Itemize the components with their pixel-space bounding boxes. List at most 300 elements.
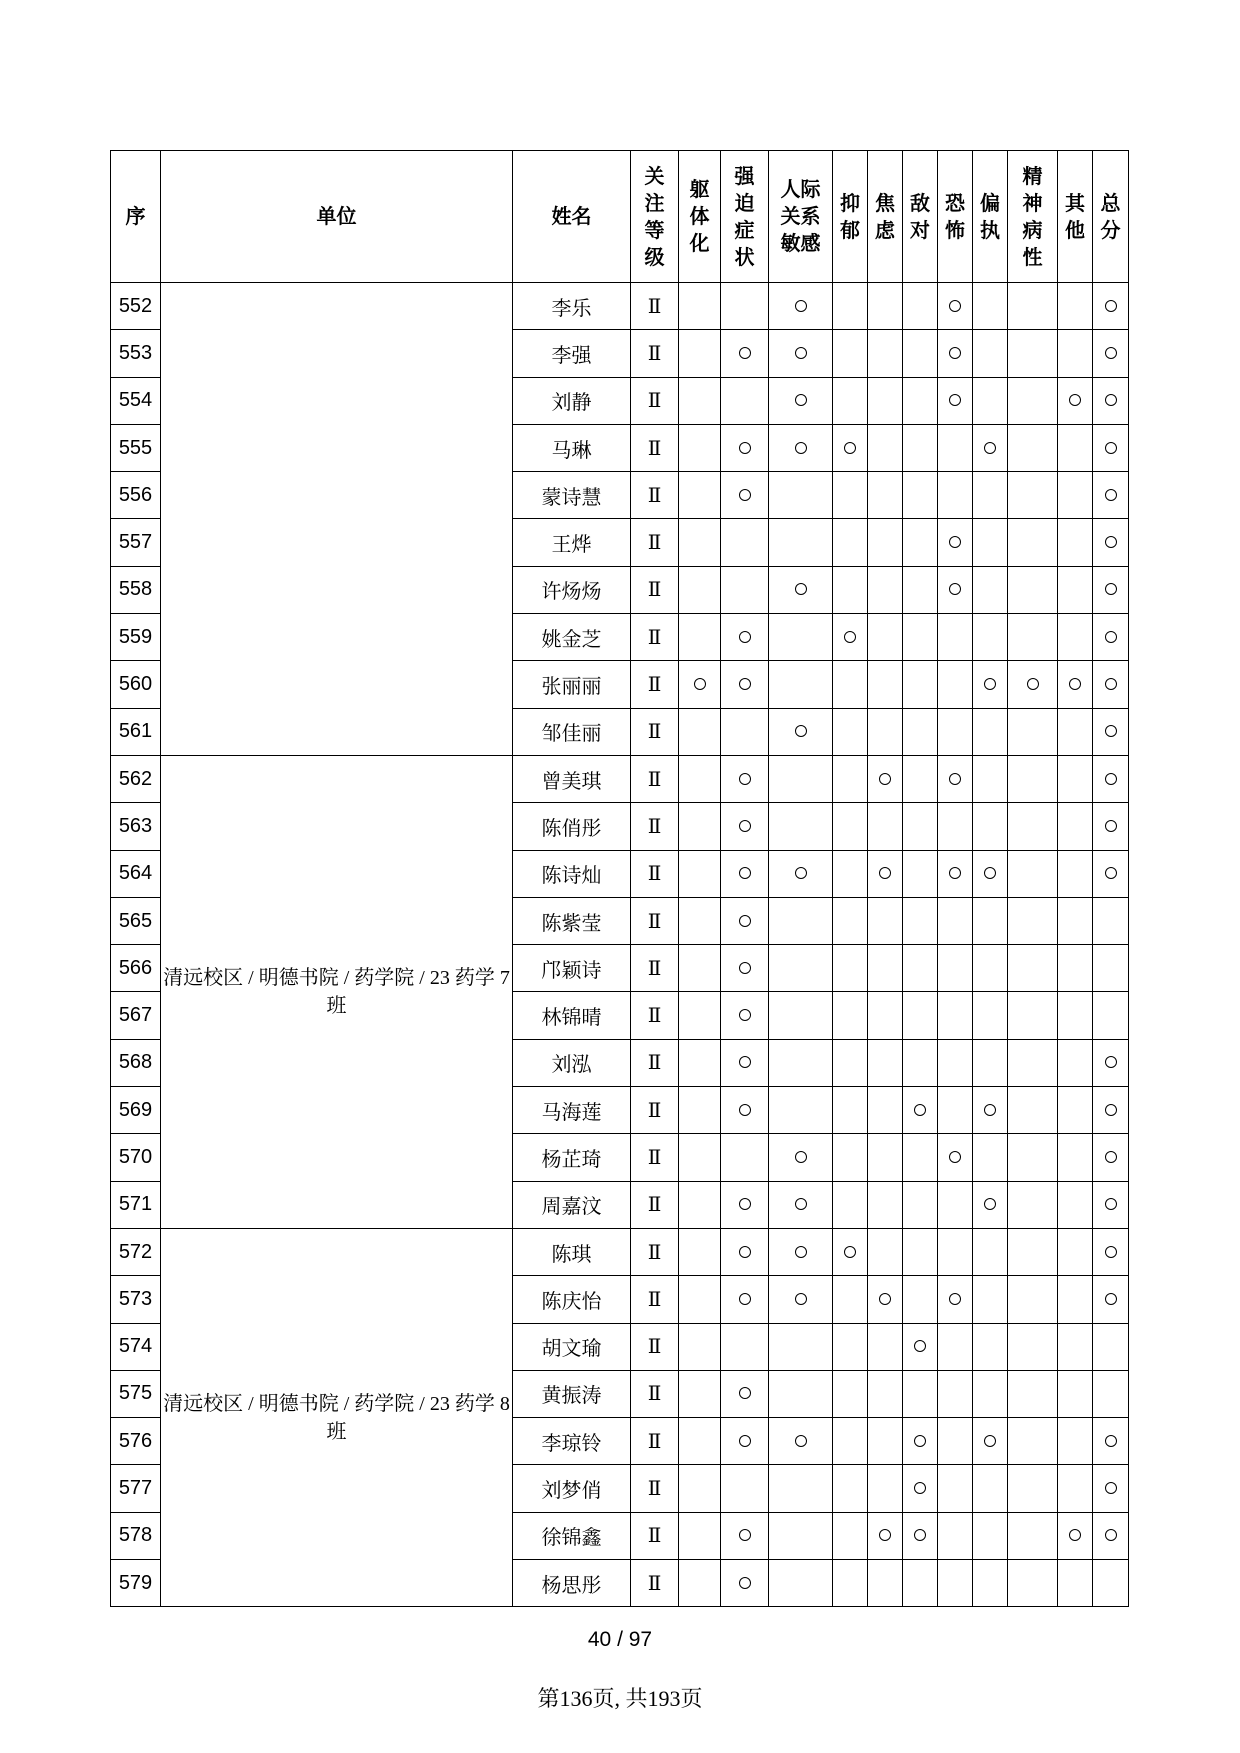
- circle-mark-icon: [739, 820, 751, 832]
- row-seq: 561: [111, 708, 161, 755]
- cell-anxiety: [868, 1039, 903, 1086]
- cell-phobic: [938, 661, 973, 708]
- row-name: 胡文瑜: [513, 1323, 631, 1370]
- circle-mark-icon: [914, 1104, 926, 1116]
- circle-mark-icon: [739, 631, 751, 643]
- cell-depression: [833, 1560, 868, 1607]
- row-name: 邹佳丽: [513, 708, 631, 755]
- cell-paranoid: [973, 755, 1008, 802]
- page-number: 40 / 97: [587, 1628, 653, 1651]
- cell-total: [1093, 377, 1129, 424]
- row-name: 徐锦鑫: [513, 1512, 631, 1559]
- row-level: Ⅱ: [631, 1181, 679, 1228]
- cell-psychoticism: [1008, 472, 1058, 519]
- cell-other: [1058, 1228, 1093, 1275]
- cell-phobic: [938, 330, 973, 377]
- table-body: [111, 283, 1129, 1607]
- cell-anxiety: [868, 1087, 903, 1134]
- circle-mark-icon: [949, 583, 961, 595]
- cell-psychoticism: [1008, 614, 1058, 661]
- cell-hostility: [903, 283, 938, 330]
- cell-hostility: [903, 1181, 938, 1228]
- row-name: 李乐: [513, 283, 631, 330]
- header-anxiety: 焦虑: [868, 151, 903, 283]
- circle-mark-icon: [1105, 1529, 1117, 1541]
- circle-mark-icon: [984, 1104, 996, 1116]
- row-seq: 575: [111, 1370, 161, 1417]
- cell-interpersonal: [769, 755, 833, 802]
- cell-hostility: [903, 1039, 938, 1086]
- cell-interpersonal: [769, 519, 833, 566]
- cell-phobic: [938, 708, 973, 755]
- cell-anxiety: [868, 1370, 903, 1417]
- cell-phobic: [938, 1560, 973, 1607]
- circle-mark-icon: [949, 867, 961, 879]
- row-level: Ⅱ: [631, 755, 679, 802]
- row-name: 邝颖诗: [513, 945, 631, 992]
- circle-mark-icon: [949, 1151, 961, 1163]
- cell-depression: [833, 424, 868, 471]
- row-level: Ⅱ: [631, 614, 679, 661]
- cell-hostility: [903, 1276, 938, 1323]
- row-seq: 572: [111, 1228, 161, 1275]
- row-seq: 579: [111, 1560, 161, 1607]
- cell-somatization: [679, 1087, 721, 1134]
- circle-mark-icon: [1105, 347, 1117, 359]
- circle-mark-icon: [879, 1293, 891, 1305]
- cell-interpersonal: [769, 566, 833, 613]
- cell-hostility: [903, 1560, 938, 1607]
- cell-total: [1093, 566, 1129, 613]
- cell-other: [1058, 992, 1093, 1039]
- cell-interpersonal: [769, 1418, 833, 1465]
- cell-phobic: [938, 519, 973, 566]
- row-seq: 576: [111, 1418, 161, 1465]
- row-level: Ⅱ: [631, 1418, 679, 1465]
- cell-depression: [833, 992, 868, 1039]
- cell-depression: [833, 330, 868, 377]
- row-name: 黄振涛: [513, 1370, 631, 1417]
- row-level: Ⅱ: [631, 1323, 679, 1370]
- header-total: 总分: [1093, 151, 1129, 283]
- header-level: 关注等级: [631, 151, 679, 283]
- cell-interpersonal: [769, 1087, 833, 1134]
- cell-paranoid: [973, 1134, 1008, 1181]
- cell-hostility: [903, 1134, 938, 1181]
- cell-depression: [833, 1087, 868, 1134]
- circle-mark-icon: [739, 867, 751, 879]
- cell-paranoid: [973, 1560, 1008, 1607]
- cell-psychoticism: [1008, 1512, 1058, 1559]
- cell-somatization: [679, 661, 721, 708]
- cell-anxiety: [868, 992, 903, 1039]
- cell-phobic: [938, 1181, 973, 1228]
- cell-anxiety: [868, 1228, 903, 1275]
- cell-depression: [833, 1512, 868, 1559]
- row-seq: 563: [111, 803, 161, 850]
- header-paranoid: 偏执: [973, 151, 1008, 283]
- row-seq: 568: [111, 1039, 161, 1086]
- circle-mark-icon: [739, 1246, 751, 1258]
- cell-paranoid: [973, 472, 1008, 519]
- circle-mark-icon: [739, 773, 751, 785]
- cell-psychoticism: [1008, 424, 1058, 471]
- cell-somatization: [679, 1418, 721, 1465]
- cell-psychoticism: [1008, 1039, 1058, 1086]
- circle-mark-icon: [1105, 583, 1117, 595]
- cell-anxiety: [868, 424, 903, 471]
- header-hostility: 敌对: [903, 151, 938, 283]
- cell-other: [1058, 803, 1093, 850]
- row-level: Ⅱ: [631, 1465, 679, 1512]
- table-row: [111, 1228, 1129, 1275]
- screening-table: [110, 150, 1129, 1607]
- row-seq: 578: [111, 1512, 161, 1559]
- cell-psychoticism: [1008, 1560, 1058, 1607]
- cell-obsessive: [721, 1465, 769, 1512]
- cell-interpersonal: [769, 283, 833, 330]
- row-level: Ⅱ: [631, 945, 679, 992]
- cell-somatization: [679, 1134, 721, 1181]
- cell-phobic: [938, 1465, 973, 1512]
- circle-mark-icon: [1069, 1529, 1081, 1541]
- unit-cell: 清远校区 / 明德书院 / 药学院 / 23 药学 8 班: [161, 1228, 513, 1606]
- cell-depression: [833, 661, 868, 708]
- unit-cell: 清远校区 / 明德书院 / 药学院 / 23 药学 7 班: [161, 755, 513, 1228]
- circle-mark-icon: [795, 1246, 807, 1258]
- row-seq: 555: [111, 424, 161, 471]
- cell-depression: [833, 803, 868, 850]
- cell-interpersonal: [769, 1181, 833, 1228]
- row-seq: 570: [111, 1134, 161, 1181]
- cell-phobic: [938, 283, 973, 330]
- cell-somatization: [679, 519, 721, 566]
- row-seq: 553: [111, 330, 161, 377]
- cell-somatization: [679, 1370, 721, 1417]
- cell-interpersonal: [769, 1512, 833, 1559]
- row-name: 陈诗灿: [513, 850, 631, 897]
- circle-mark-icon: [795, 347, 807, 359]
- cell-anxiety: [868, 897, 903, 944]
- circle-mark-icon: [739, 1435, 751, 1447]
- row-seq: 562: [111, 755, 161, 802]
- cell-anxiety: [868, 1181, 903, 1228]
- cell-other: [1058, 519, 1093, 566]
- cell-interpersonal: [769, 897, 833, 944]
- circle-mark-icon: [795, 1198, 807, 1210]
- circle-mark-icon: [795, 1293, 807, 1305]
- row-name: 李强: [513, 330, 631, 377]
- cell-depression: [833, 1039, 868, 1086]
- row-name: 杨思彤: [513, 1560, 631, 1607]
- circle-mark-icon: [1105, 442, 1117, 454]
- cell-interpersonal: [769, 472, 833, 519]
- circle-mark-icon: [1105, 1293, 1117, 1305]
- circle-mark-icon: [1105, 725, 1117, 737]
- cell-obsessive: [721, 1370, 769, 1417]
- cell-other: [1058, 1418, 1093, 1465]
- cell-somatization: [679, 1181, 721, 1228]
- row-seq: 569: [111, 1087, 161, 1134]
- cell-psychoticism: [1008, 708, 1058, 755]
- row-name: 李琼铃: [513, 1418, 631, 1465]
- circle-mark-icon: [1105, 1198, 1117, 1210]
- cell-phobic: [938, 1276, 973, 1323]
- cell-psychoticism: [1008, 1465, 1058, 1512]
- header-psychoticism: 精神病性: [1008, 151, 1058, 283]
- cell-interpersonal: [769, 1465, 833, 1512]
- cell-interpersonal: [769, 1370, 833, 1417]
- cell-paranoid: [973, 1039, 1008, 1086]
- cell-paranoid: [973, 661, 1008, 708]
- circle-mark-icon: [949, 773, 961, 785]
- cell-total: [1093, 330, 1129, 377]
- row-seq: 565: [111, 897, 161, 944]
- cell-hostility: [903, 1418, 938, 1465]
- row-name: 马琳: [513, 424, 631, 471]
- cell-total: [1093, 1370, 1129, 1417]
- cell-paranoid: [973, 897, 1008, 944]
- cell-total: [1093, 803, 1129, 850]
- cell-depression: [833, 1370, 868, 1417]
- circle-mark-icon: [1105, 1056, 1117, 1068]
- cell-phobic: [938, 566, 973, 613]
- cell-anxiety: [868, 330, 903, 377]
- cell-depression: [833, 1181, 868, 1228]
- cell-obsessive: [721, 661, 769, 708]
- circle-mark-icon: [879, 773, 891, 785]
- cell-obsessive: [721, 330, 769, 377]
- cell-anxiety: [868, 661, 903, 708]
- cell-interpersonal: [769, 1039, 833, 1086]
- circle-mark-icon: [739, 1009, 751, 1021]
- cell-interpersonal: [769, 330, 833, 377]
- header-phobic: 恐怖: [938, 151, 973, 283]
- cell-obsessive: [721, 1512, 769, 1559]
- cell-interpersonal: [769, 1323, 833, 1370]
- cell-paranoid: [973, 945, 1008, 992]
- row-name: 蒙诗慧: [513, 472, 631, 519]
- cell-other: [1058, 1276, 1093, 1323]
- circle-mark-icon: [1105, 1482, 1117, 1494]
- cell-phobic: [938, 1087, 973, 1134]
- cell-other: [1058, 614, 1093, 661]
- cell-hostility: [903, 472, 938, 519]
- circle-mark-icon: [949, 1293, 961, 1305]
- cell-interpersonal: [769, 992, 833, 1039]
- circle-mark-icon: [914, 1482, 926, 1494]
- cell-paranoid: [973, 850, 1008, 897]
- cell-other: [1058, 1039, 1093, 1086]
- cell-other: [1058, 377, 1093, 424]
- cell-paranoid: [973, 1465, 1008, 1512]
- cell-total: [1093, 1181, 1129, 1228]
- cell-obsessive: [721, 1134, 769, 1181]
- cell-anxiety: [868, 755, 903, 802]
- circle-mark-icon: [984, 1435, 996, 1447]
- row-name: 林锦晴: [513, 992, 631, 1039]
- circle-mark-icon: [739, 1387, 751, 1399]
- row-level: Ⅱ: [631, 283, 679, 330]
- circle-mark-icon: [795, 442, 807, 454]
- row-name: 张丽丽: [513, 661, 631, 708]
- row-level: Ⅱ: [631, 708, 679, 755]
- row-seq: 560: [111, 661, 161, 708]
- row-level: Ⅱ: [631, 1512, 679, 1559]
- row-name: 陈庆怡: [513, 1276, 631, 1323]
- cell-somatization: [679, 945, 721, 992]
- cell-other: [1058, 1370, 1093, 1417]
- cell-hostility: [903, 566, 938, 613]
- cell-hostility: [903, 945, 938, 992]
- cell-other: [1058, 755, 1093, 802]
- cell-total: [1093, 850, 1129, 897]
- row-seq: 552: [111, 283, 161, 330]
- cell-depression: [833, 614, 868, 661]
- circle-mark-icon: [795, 867, 807, 879]
- cell-obsessive: [721, 1418, 769, 1465]
- cell-paranoid: [973, 1418, 1008, 1465]
- row-level: Ⅱ: [631, 377, 679, 424]
- circle-mark-icon: [739, 1056, 751, 1068]
- cell-phobic: [938, 472, 973, 519]
- circle-mark-icon: [1105, 678, 1117, 690]
- cell-anxiety: [868, 1465, 903, 1512]
- circle-mark-icon: [739, 1293, 751, 1305]
- cell-obsessive: [721, 1560, 769, 1607]
- cell-hostility: [903, 614, 938, 661]
- header-interpersonal: 人际关系敏感: [769, 151, 833, 283]
- cell-obsessive: [721, 1276, 769, 1323]
- cell-other: [1058, 472, 1093, 519]
- row-seq: 577: [111, 1465, 161, 1512]
- circle-mark-icon: [984, 867, 996, 879]
- cell-obsessive: [721, 519, 769, 566]
- cell-phobic: [938, 1370, 973, 1417]
- cell-anxiety: [868, 472, 903, 519]
- cell-anxiety: [868, 850, 903, 897]
- cell-total: [1093, 424, 1129, 471]
- table-row: [111, 755, 1129, 802]
- circle-mark-icon: [949, 536, 961, 548]
- circle-mark-icon: [1105, 536, 1117, 548]
- cell-somatization: [679, 850, 721, 897]
- cell-somatization: [679, 614, 721, 661]
- circle-mark-icon: [795, 1435, 807, 1447]
- cell-hostility: [903, 1512, 938, 1559]
- cell-hostility: [903, 424, 938, 471]
- cell-somatization: [679, 377, 721, 424]
- cell-total: [1093, 992, 1129, 1039]
- cell-somatization: [679, 992, 721, 1039]
- header-obsessive: 强迫症状: [721, 151, 769, 283]
- circle-mark-icon: [1105, 773, 1117, 785]
- cell-hostility: [903, 1228, 938, 1275]
- cell-other: [1058, 708, 1093, 755]
- row-seq: 564: [111, 850, 161, 897]
- cell-somatization: [679, 755, 721, 802]
- cell-other: [1058, 1323, 1093, 1370]
- row-name: 曾美琪: [513, 755, 631, 802]
- cell-phobic: [938, 755, 973, 802]
- cell-depression: [833, 1465, 868, 1512]
- row-seq: 554: [111, 377, 161, 424]
- cell-interpersonal: [769, 424, 833, 471]
- cell-paranoid: [973, 1276, 1008, 1323]
- cell-anxiety: [868, 708, 903, 755]
- cell-total: [1093, 1276, 1129, 1323]
- cell-obsessive: [721, 1228, 769, 1275]
- row-level: Ⅱ: [631, 661, 679, 708]
- cell-other: [1058, 1134, 1093, 1181]
- circle-mark-icon: [739, 347, 751, 359]
- cell-other: [1058, 1560, 1093, 1607]
- cell-total: [1093, 1512, 1129, 1559]
- circle-mark-icon: [1105, 1435, 1117, 1447]
- cell-paranoid: [973, 424, 1008, 471]
- cell-obsessive: [721, 1039, 769, 1086]
- row-level: Ⅱ: [631, 330, 679, 377]
- cell-total: [1093, 1228, 1129, 1275]
- cell-obsessive: [721, 897, 769, 944]
- cell-somatization: [679, 803, 721, 850]
- circle-mark-icon: [879, 1529, 891, 1541]
- circle-mark-icon: [739, 489, 751, 501]
- cell-phobic: [938, 803, 973, 850]
- row-level: Ⅱ: [631, 1276, 679, 1323]
- cell-total: [1093, 283, 1129, 330]
- cell-depression: [833, 1323, 868, 1370]
- row-name: 许炀炀: [513, 566, 631, 613]
- cell-interpersonal: [769, 708, 833, 755]
- cell-hostility: [903, 708, 938, 755]
- circle-mark-icon: [844, 631, 856, 643]
- cell-hostility: [903, 519, 938, 566]
- cell-paranoid: [973, 1181, 1008, 1228]
- cell-paranoid: [973, 708, 1008, 755]
- circle-mark-icon: [844, 442, 856, 454]
- cell-phobic: [938, 1512, 973, 1559]
- cell-depression: [833, 472, 868, 519]
- cell-paranoid: [973, 1370, 1008, 1417]
- circle-mark-icon: [984, 442, 996, 454]
- cell-obsessive: [721, 472, 769, 519]
- circle-mark-icon: [694, 678, 706, 690]
- cell-somatization: [679, 1560, 721, 1607]
- cell-total: [1093, 1418, 1129, 1465]
- row-level: Ⅱ: [631, 1228, 679, 1275]
- row-level: Ⅱ: [631, 519, 679, 566]
- cell-paranoid: [973, 1323, 1008, 1370]
- row-level: Ⅱ: [631, 897, 679, 944]
- cell-obsessive: [721, 283, 769, 330]
- row-seq: 573: [111, 1276, 161, 1323]
- cell-obsessive: [721, 377, 769, 424]
- cell-somatization: [679, 1323, 721, 1370]
- cell-total: [1093, 1087, 1129, 1134]
- cell-depression: [833, 519, 868, 566]
- cell-psychoticism: [1008, 1276, 1058, 1323]
- cell-total: [1093, 897, 1129, 944]
- cell-interpersonal: [769, 1560, 833, 1607]
- cell-other: [1058, 1465, 1093, 1512]
- cell-other: [1058, 897, 1093, 944]
- row-name: 刘泓: [513, 1039, 631, 1086]
- cell-obsessive: [721, 424, 769, 471]
- cell-obsessive: [721, 992, 769, 1039]
- cell-somatization: [679, 472, 721, 519]
- cell-hostility: [903, 1370, 938, 1417]
